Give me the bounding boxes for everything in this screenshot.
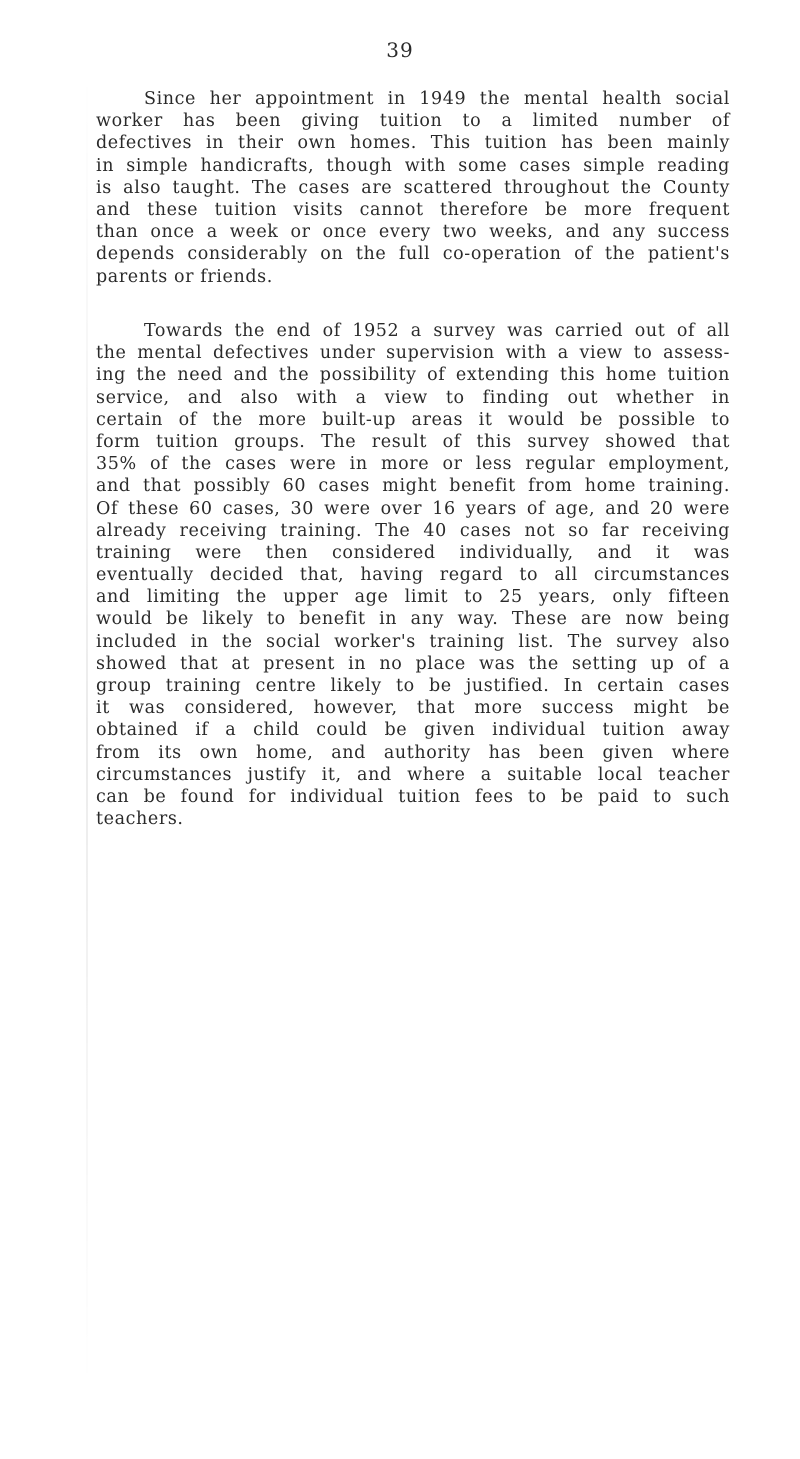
text-line: certain of the more built-up areas it would be possible to — [96, 409, 730, 430]
text-line: teachers. — [96, 809, 184, 830]
text-line: Of these 60 cases, 30 were over 16 years of age, and 20 were — [96, 498, 730, 519]
text-line: showed that at present in no place was the setting up of a — [96, 653, 730, 674]
text-line: depends considerably on the full co-operation of the patient's — [96, 244, 730, 265]
paragraph-2 — [96, 320, 730, 830]
text-line: defectives in their own homes. This tuition has been mainly — [96, 133, 730, 154]
text-line: group training centre likely to be justified. In certain cases — [96, 676, 730, 696]
text-line: would be likely to benefit in any way. These are now being — [96, 609, 730, 630]
binding-edge-shadow — [86, 70, 88, 1390]
text-line: Towards the end of 1952 a survey was carried out of all — [144, 321, 730, 341]
text-line: in simple handicrafts, though with some cases simple reading — [96, 155, 730, 176]
text-line: 35% of the cases were in more or less regular employment, — [96, 454, 730, 475]
text-line: eventually decided that, having regard to all circumstances — [96, 565, 730, 586]
text-line: ing the need and the possibility of extending this home tuition — [96, 365, 730, 386]
text-line: and limiting the upper age limit to 25 years, only fifteen — [96, 587, 730, 608]
text-line: than once a week or once every two weeks, and any success — [96, 222, 730, 243]
text-line: training were then considered individually, and it was — [96, 542, 730, 563]
text-line: and that possibly 60 cases might benefit from home training. — [96, 476, 730, 497]
text-line: it was considered, however, that more success might be — [96, 698, 730, 719]
paragraph-1 — [96, 88, 730, 288]
text-line: the mental defectives under supervision with a view to assess- — [96, 343, 730, 364]
text-line: can be found for individual tuition fees to be paid to such — [96, 786, 730, 807]
text-line: service, and also with a view to finding out whether in — [96, 387, 730, 408]
text-line: and these tuition visits cannot therefore be more frequent — [96, 199, 730, 220]
text-line: already receiving training. The 40 cases not so far receiving — [96, 520, 730, 541]
text-line: obtained if a child could be given individual tuition away — [96, 720, 730, 741]
page-number: 39 — [386, 38, 414, 62]
text-line: Since her appointment in 1949 the mental health social — [144, 89, 730, 109]
text-line: from its own home, and authority has been given where — [96, 742, 730, 763]
text-line: worker has been giving tuition to a limited number of — [96, 111, 730, 132]
text-line: form tuition groups. The result of this survey showed that — [96, 431, 730, 452]
text-line: included in the social worker's training list. The survey also — [96, 631, 730, 652]
text-line: is also taught. The cases are scattered throughout the County — [96, 177, 730, 198]
text-line: parents or friends. — [96, 266, 273, 287]
text-line: circumstances justify it, and where a suitable local teacher — [96, 764, 730, 785]
